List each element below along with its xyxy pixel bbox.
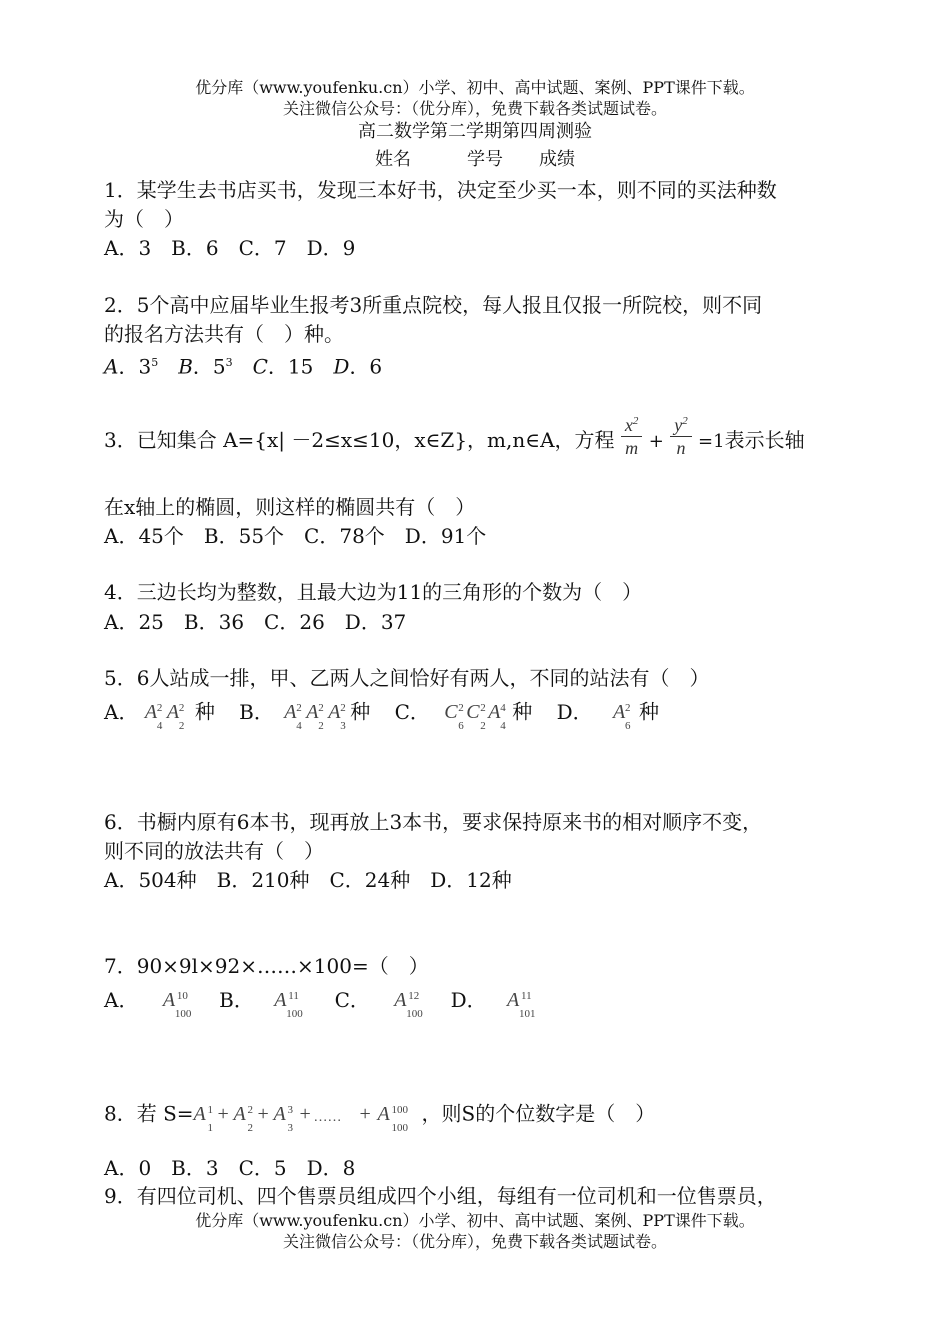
question-8-text-b: ，则S的个位数字是（ ） bbox=[421, 1101, 656, 1126]
question-5-text: 5．6人站成一排，甲、乙两人之间恰好有两人，不同的站法有（ ） bbox=[104, 666, 710, 690]
question-9-text: 9．有四位司机、四个售票员组成四个小组，每组有一位司机和一位售票员， bbox=[104, 1184, 777, 1208]
page-title: 高二数学第二学期第四周测验 bbox=[358, 121, 592, 142]
question-1-text: 1．某学生去书店买书，发现三本好书，决定至少买一本，则不同的买法种数 bbox=[104, 178, 777, 202]
question-3-text: 3．已知集合 A={x| －2≤x≤10，x∈Z}，m,n∈A，方程 $\frac{x^2}{m}$ + $\frac{y^2}{n}$ =1表示长轴 bbox=[104, 424, 805, 459]
question-3-options: A．45个 B．55个 C．78个 D．91个 bbox=[104, 524, 487, 548]
perm-a100-12: A 12 100 bbox=[394, 989, 423, 1020]
perm-a100-11: A 11 100 bbox=[274, 989, 303, 1020]
name-label: 姓名 bbox=[375, 149, 411, 170]
question-6-text-cont: 则不同的放法共有（ ） bbox=[104, 839, 324, 863]
perm-a101-11: A 11 101 bbox=[507, 989, 536, 1020]
perm-a6-2: A 2 6 bbox=[613, 701, 631, 732]
question-3-text-cont: 在x轴上的椭圆，则这样的椭圆共有（ ） bbox=[104, 495, 476, 519]
question-4-text: 4．三边长均为整数，且最大边为11的三角形的个数为（ ） bbox=[104, 580, 643, 604]
question-1-options: A．3 B．6 C．7 D．9 bbox=[104, 236, 356, 260]
student-info bbox=[0, 150, 950, 170]
question-7-options: A． A 10 100 B． A 11 100 C． A 12 100 D． A 11 101 bbox=[104, 986, 543, 1016]
question-8-text-a: 8．若 S= bbox=[104, 1101, 194, 1126]
question-6-text: 6．书橱内原有6本书，现再放上3本书，要求保持原来书的相对顺序不变， bbox=[104, 810, 763, 834]
unit-c: 种 bbox=[512, 699, 533, 724]
header-line-2: 关注微信公众号：（优分库），免费下载各类试题试卷。 bbox=[282, 99, 667, 118]
question-2-options: A．$3^5$ B．$5^3$ C．15 D．6 bbox=[104, 354, 383, 379]
unit-b: 种 bbox=[350, 699, 371, 724]
footer-line-2: 关注微信公众号：（优分库），免费下载各类试题试卷。 bbox=[282, 1232, 667, 1251]
unit-a: 种 bbox=[194, 699, 215, 724]
question-8-options: A．0 B．3 C．5 D．8 bbox=[104, 1156, 356, 1180]
question-2-text: 2．5个高中应届毕业生报考3所重点院校，每人报且仅报一所院校，则不同 bbox=[104, 293, 763, 317]
score-label: 成绩 bbox=[539, 149, 575, 170]
question-8-text bbox=[104, 1100, 656, 1134]
header-line-1: 优分库（www.youfenku.cn）小学、初中、高中试题、案例、PPT课件下载。 bbox=[195, 78, 755, 97]
footer-line-1: 优分库（www.youfenku.cn）小学、初中、高中试题、案例、PPT课件下载。 bbox=[195, 1211, 755, 1230]
comb-c6-2-c2-2-a4-4: C 2 6 C 2 2 A 4 4 bbox=[444, 701, 506, 732]
perm-a100-10: A 10 100 bbox=[162, 989, 192, 1020]
question-3-text-b: 表示长轴 bbox=[724, 428, 805, 452]
question-4-options: A．25 B．36 C．26 D．37 bbox=[104, 610, 407, 634]
question-7-text: 7．90×9l×92×……×100=（ ） bbox=[104, 954, 429, 978]
perm-a4-2-a2-2-a3-2: A 2 4 A 2 2 A 2 3 bbox=[284, 701, 346, 732]
question-5-options: A． A 2 4 A 2 2 种 B． A 2 4 A 2 2 A 2 3 种 C． C 2 6 C 2 2 A 4 4 种 D． A 2 6 种 bbox=[104, 699, 660, 732]
unit-d: 种 bbox=[639, 699, 660, 724]
question-1-text-cont: 为（ ） bbox=[104, 207, 184, 231]
perm-a4-2-a2-2: A 2 4 A 2 2 bbox=[144, 701, 185, 732]
question-3-text-a: 3．已知集合 A={x| －2≤x≤10，x∈Z}，m,n∈A，方程 bbox=[104, 428, 615, 452]
question-2-text-cont: 的报名方法共有（ ）种。 bbox=[104, 322, 344, 346]
sum-of-permutations: A 1 1 + A 2 2 + A 3 3 + …… + A 100 100 bbox=[193, 1103, 409, 1134]
fraction-x2-m: $\frac{x^2}{m}$ bbox=[621, 410, 643, 459]
fraction-y2-n: $\frac{y^2}{n}$ bbox=[670, 410, 692, 459]
question-6-options: A．504种 B．210种 C．24种 D．12种 bbox=[104, 868, 512, 892]
id-label: 学号 bbox=[467, 149, 503, 170]
